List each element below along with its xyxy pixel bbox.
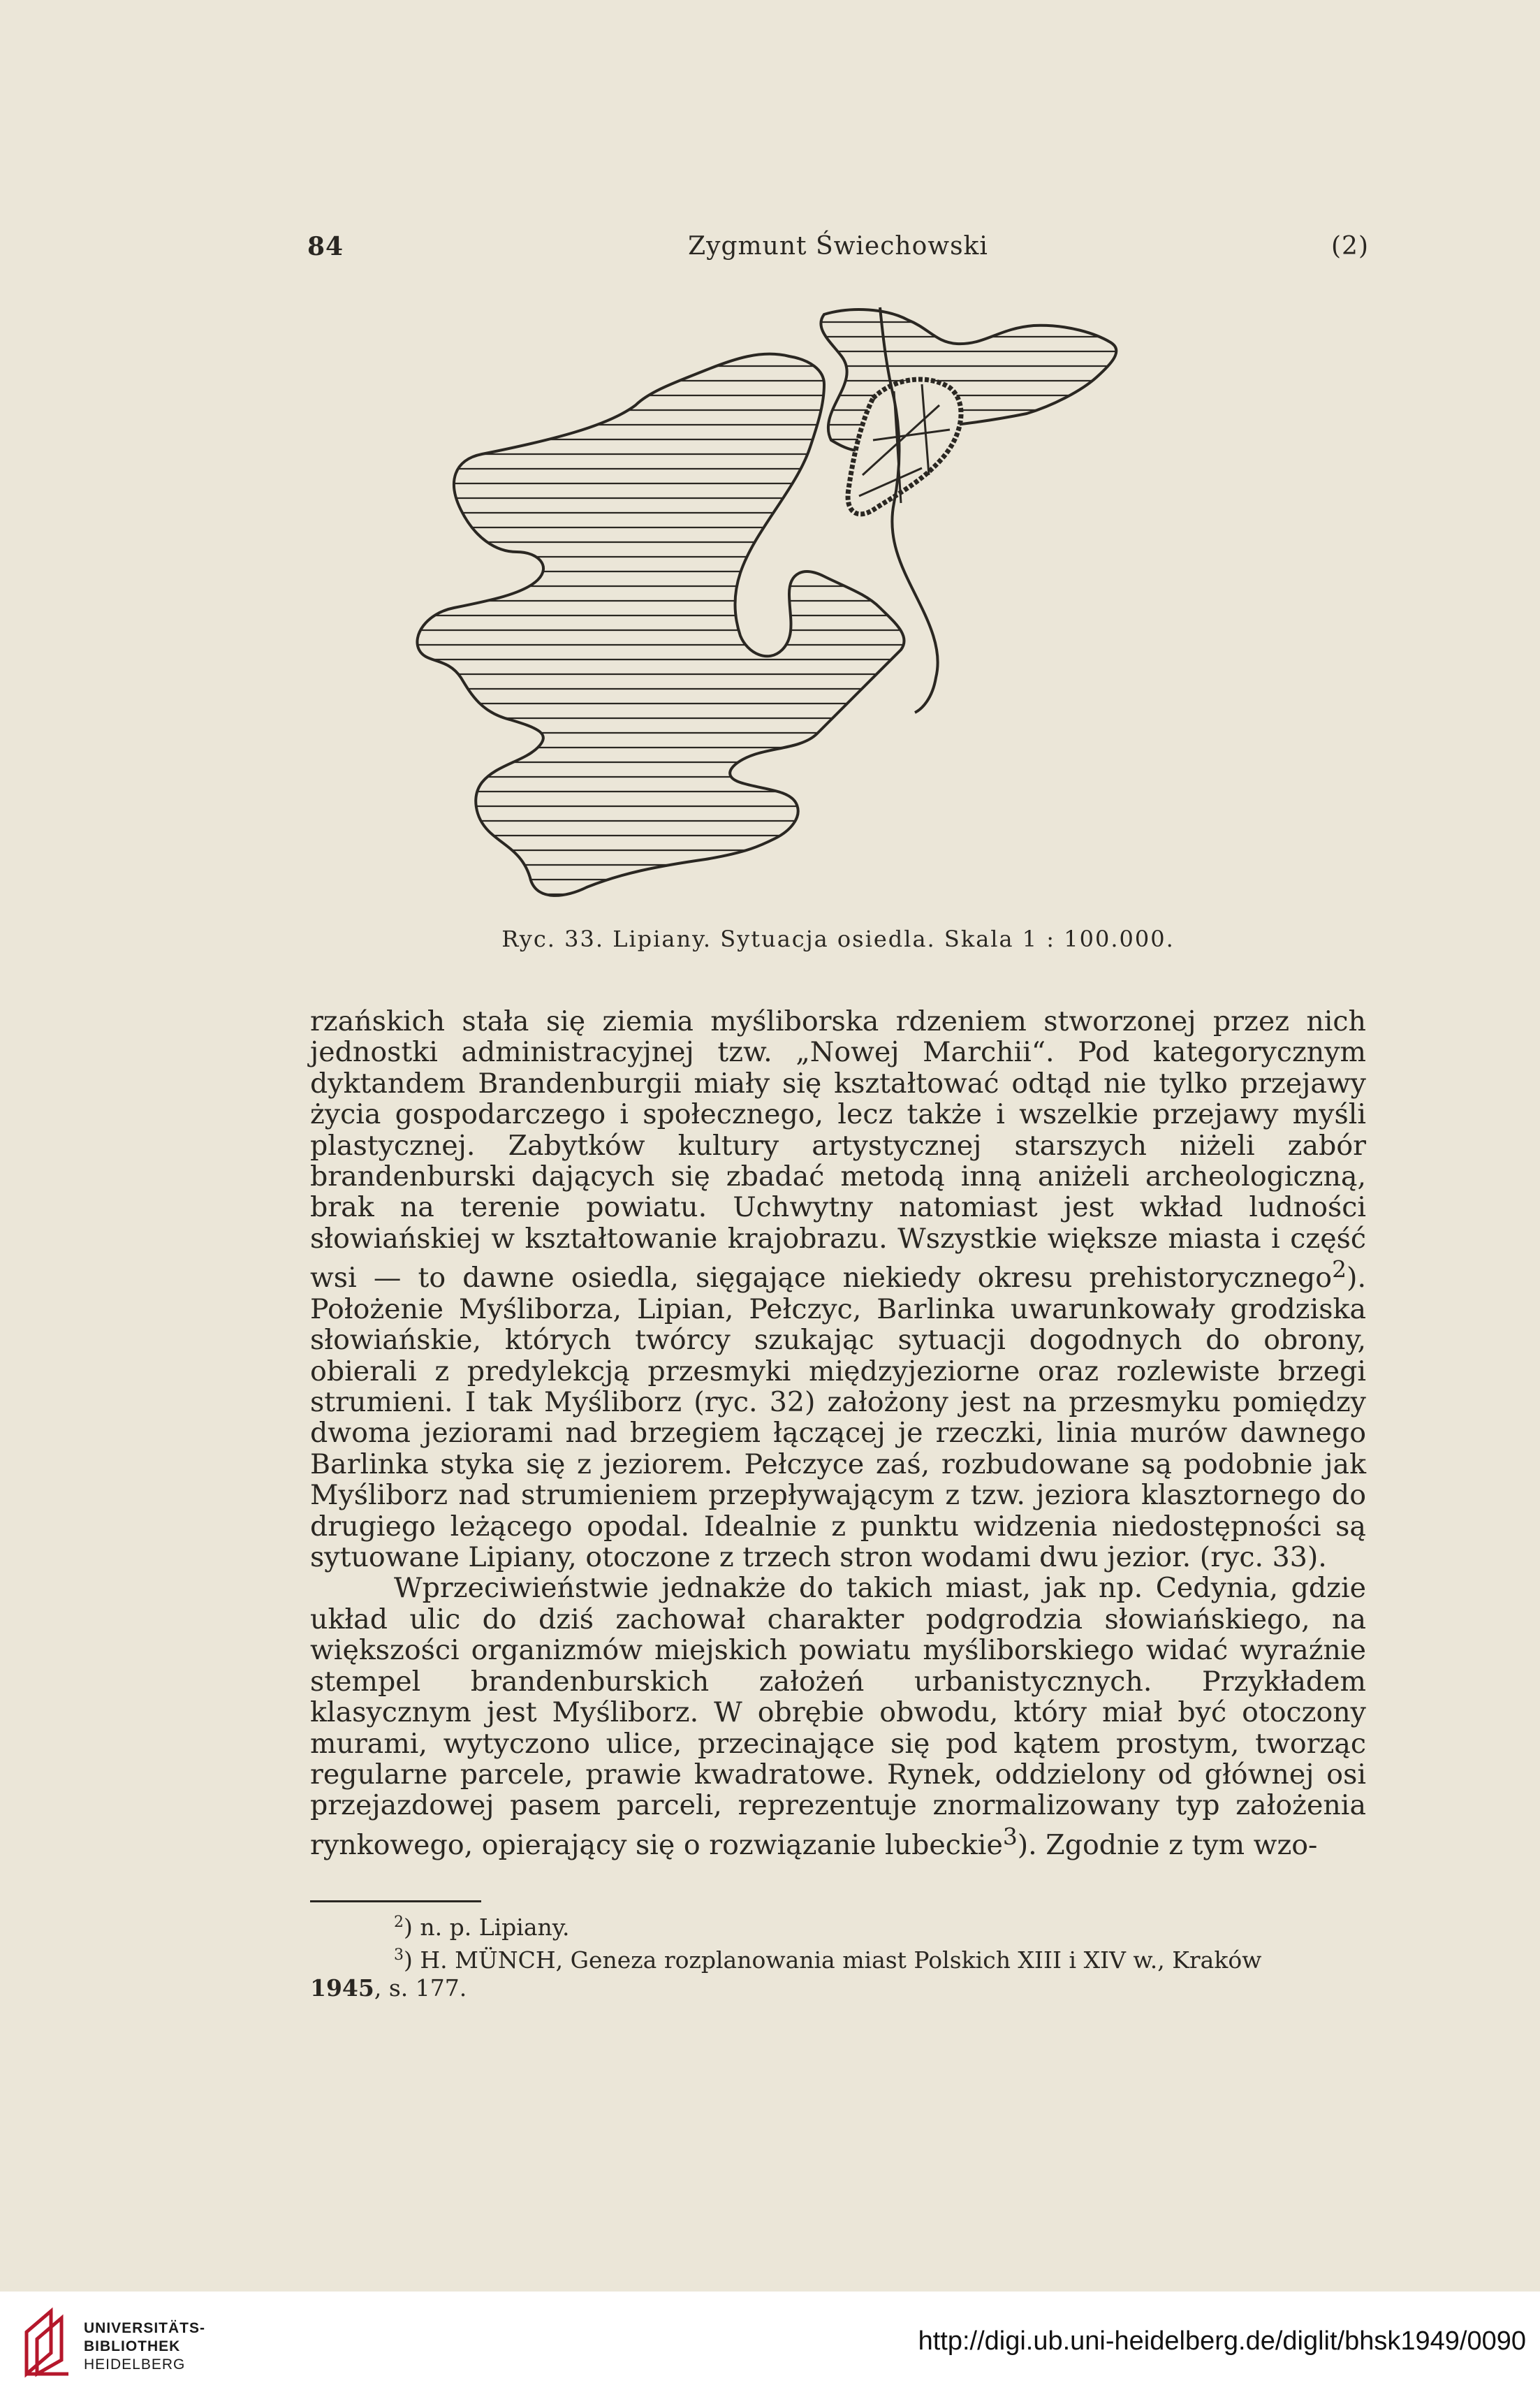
section-number: (2) [1331,232,1369,261]
footnote-3 [310,1941,1366,1974]
source-url[interactable]: http://digi.ub.uni-heidelberg.de/diglit/bhsk1949/0090 [918,2326,1526,2356]
footnote-ref: 3 [1002,1822,1018,1850]
footnote-year: 1945 [310,1974,374,2002]
running-header [307,232,1369,271]
library-line: BIBLIOTHEK [84,2338,181,2354]
paragraph-text: ). Zgodnie z tym wzo- [1017,1828,1318,1861]
page-number: 84 [307,232,344,261]
footnote-marker: 2 [394,1914,404,1931]
library-name [84,2319,205,2374]
body-text [310,1006,1366,1860]
library-logo-icon [20,2304,75,2381]
library-line: HEIDELBERG [84,2356,186,2373]
paragraph [310,1006,1366,1573]
library-line: UNIVERSITÄTS- [84,2320,206,2336]
footnote-2 [310,1909,1366,1941]
footnote-text: ) n. p. Lipiany. [404,1914,570,1941]
footnote-marker: 3 [394,1946,404,1964]
footnotes [310,1909,1366,2002]
paragraph-text: Wprzeciwieństwie jednakże do takich miast, jak np. Cedynia, gdzie układ ulic do dziś zachował charakter podgrodzia słowiańskiego, na większości organizmów miejskich powiatu myśliborskiego widać wyraźnie stempel brandenburskich założeń urbanistycznych. Przykładem klasycznym jest Myśliborz. W obrębie obwodu, który miał być otoczony murami, wytyczono ulice, przecinające się pod kątem prostym, tworząc regularne parcele, prawie kwadratowe. Rynek, oddzielony od głównej osi przejazdowej pasem parceli, reprezentuje znormalizowany typ założenia rynkowego, opierający się o rozwiązanie lubeckie [310,1572,1366,1861]
footnote-text: , s. 177. [374,1974,467,2002]
paragraph [310,1573,1366,1860]
figure-caption: Ryc. 33. Lipiany. Sytuacja osiedla. Skala 1 : 100.000. [501,926,1175,952]
footnote-3-continued [310,1974,1366,2002]
lipiany-lakes-map [342,300,1376,915]
paragraph-text: ). Położenie Myśliborza, Lipian, Pełczyc, Barlinka uwarunkowały grodziska słowiańskie, których twórcy szukając sytuacji dogodnych do obrony, obierali z predylekcją przesmyki międzyjeziorne oraz rozlewiste brzegi strumieni. I tak Myśliborz (ryc. 32) założony jest na przesmyku pomiędzy dwoma jeziorami nad brzegiem łączącej je rzeczki, linia murów dawnego Barlinka styka się z jeziorem. Pełczyce zaś, rozbudowane są podobnie jak Myśliborz nad strumieniem przepływającym z tzw. jeziora klasztornego do drugiego leżącego opodal. Idealnie z punktu widzenia niedostępności są sytuowane Lipiany, otoczone z trzech stron wodami dwu jezior. (ryc. 33). [310,1262,1366,1574]
footnote-ref: 2 [1332,1255,1347,1283]
footnote-text: ) H. MÜNCH, Geneza rozplanowania miast Polskich XIII i XIV w., Kraków [404,1946,1262,1974]
footnote-separator [310,1900,481,1902]
paragraph-text: rzańskich stała się ziemia myśliborska rdzeniem stworzonej przez nich jednostki administracyjnej tzw. „Nowej Marchii“. Pod kategorycznym dyktandem Brandenburgii miały się kształtować odtąd nie tylko przejawy życia gospodarczego i społecznego, lecz także i wszelkie przejawy myśli plastycznej. Zabytków kultury artystycznej starszych niżeli zabór brandenburski dających się zbadać metodą inną aniżeli archeologiczną, brak na terenie powiatu. Uchwytny natomiast jest wkład ludności słowiańskiej w kształtowanie krajobrazu. Wszystkie większe miasta i część wsi — to dawne osiedla, sięgające niekiedy okresu prehistorycznego [310,1005,1366,1295]
author-name: Zygmunt Świechowski [688,232,988,261]
